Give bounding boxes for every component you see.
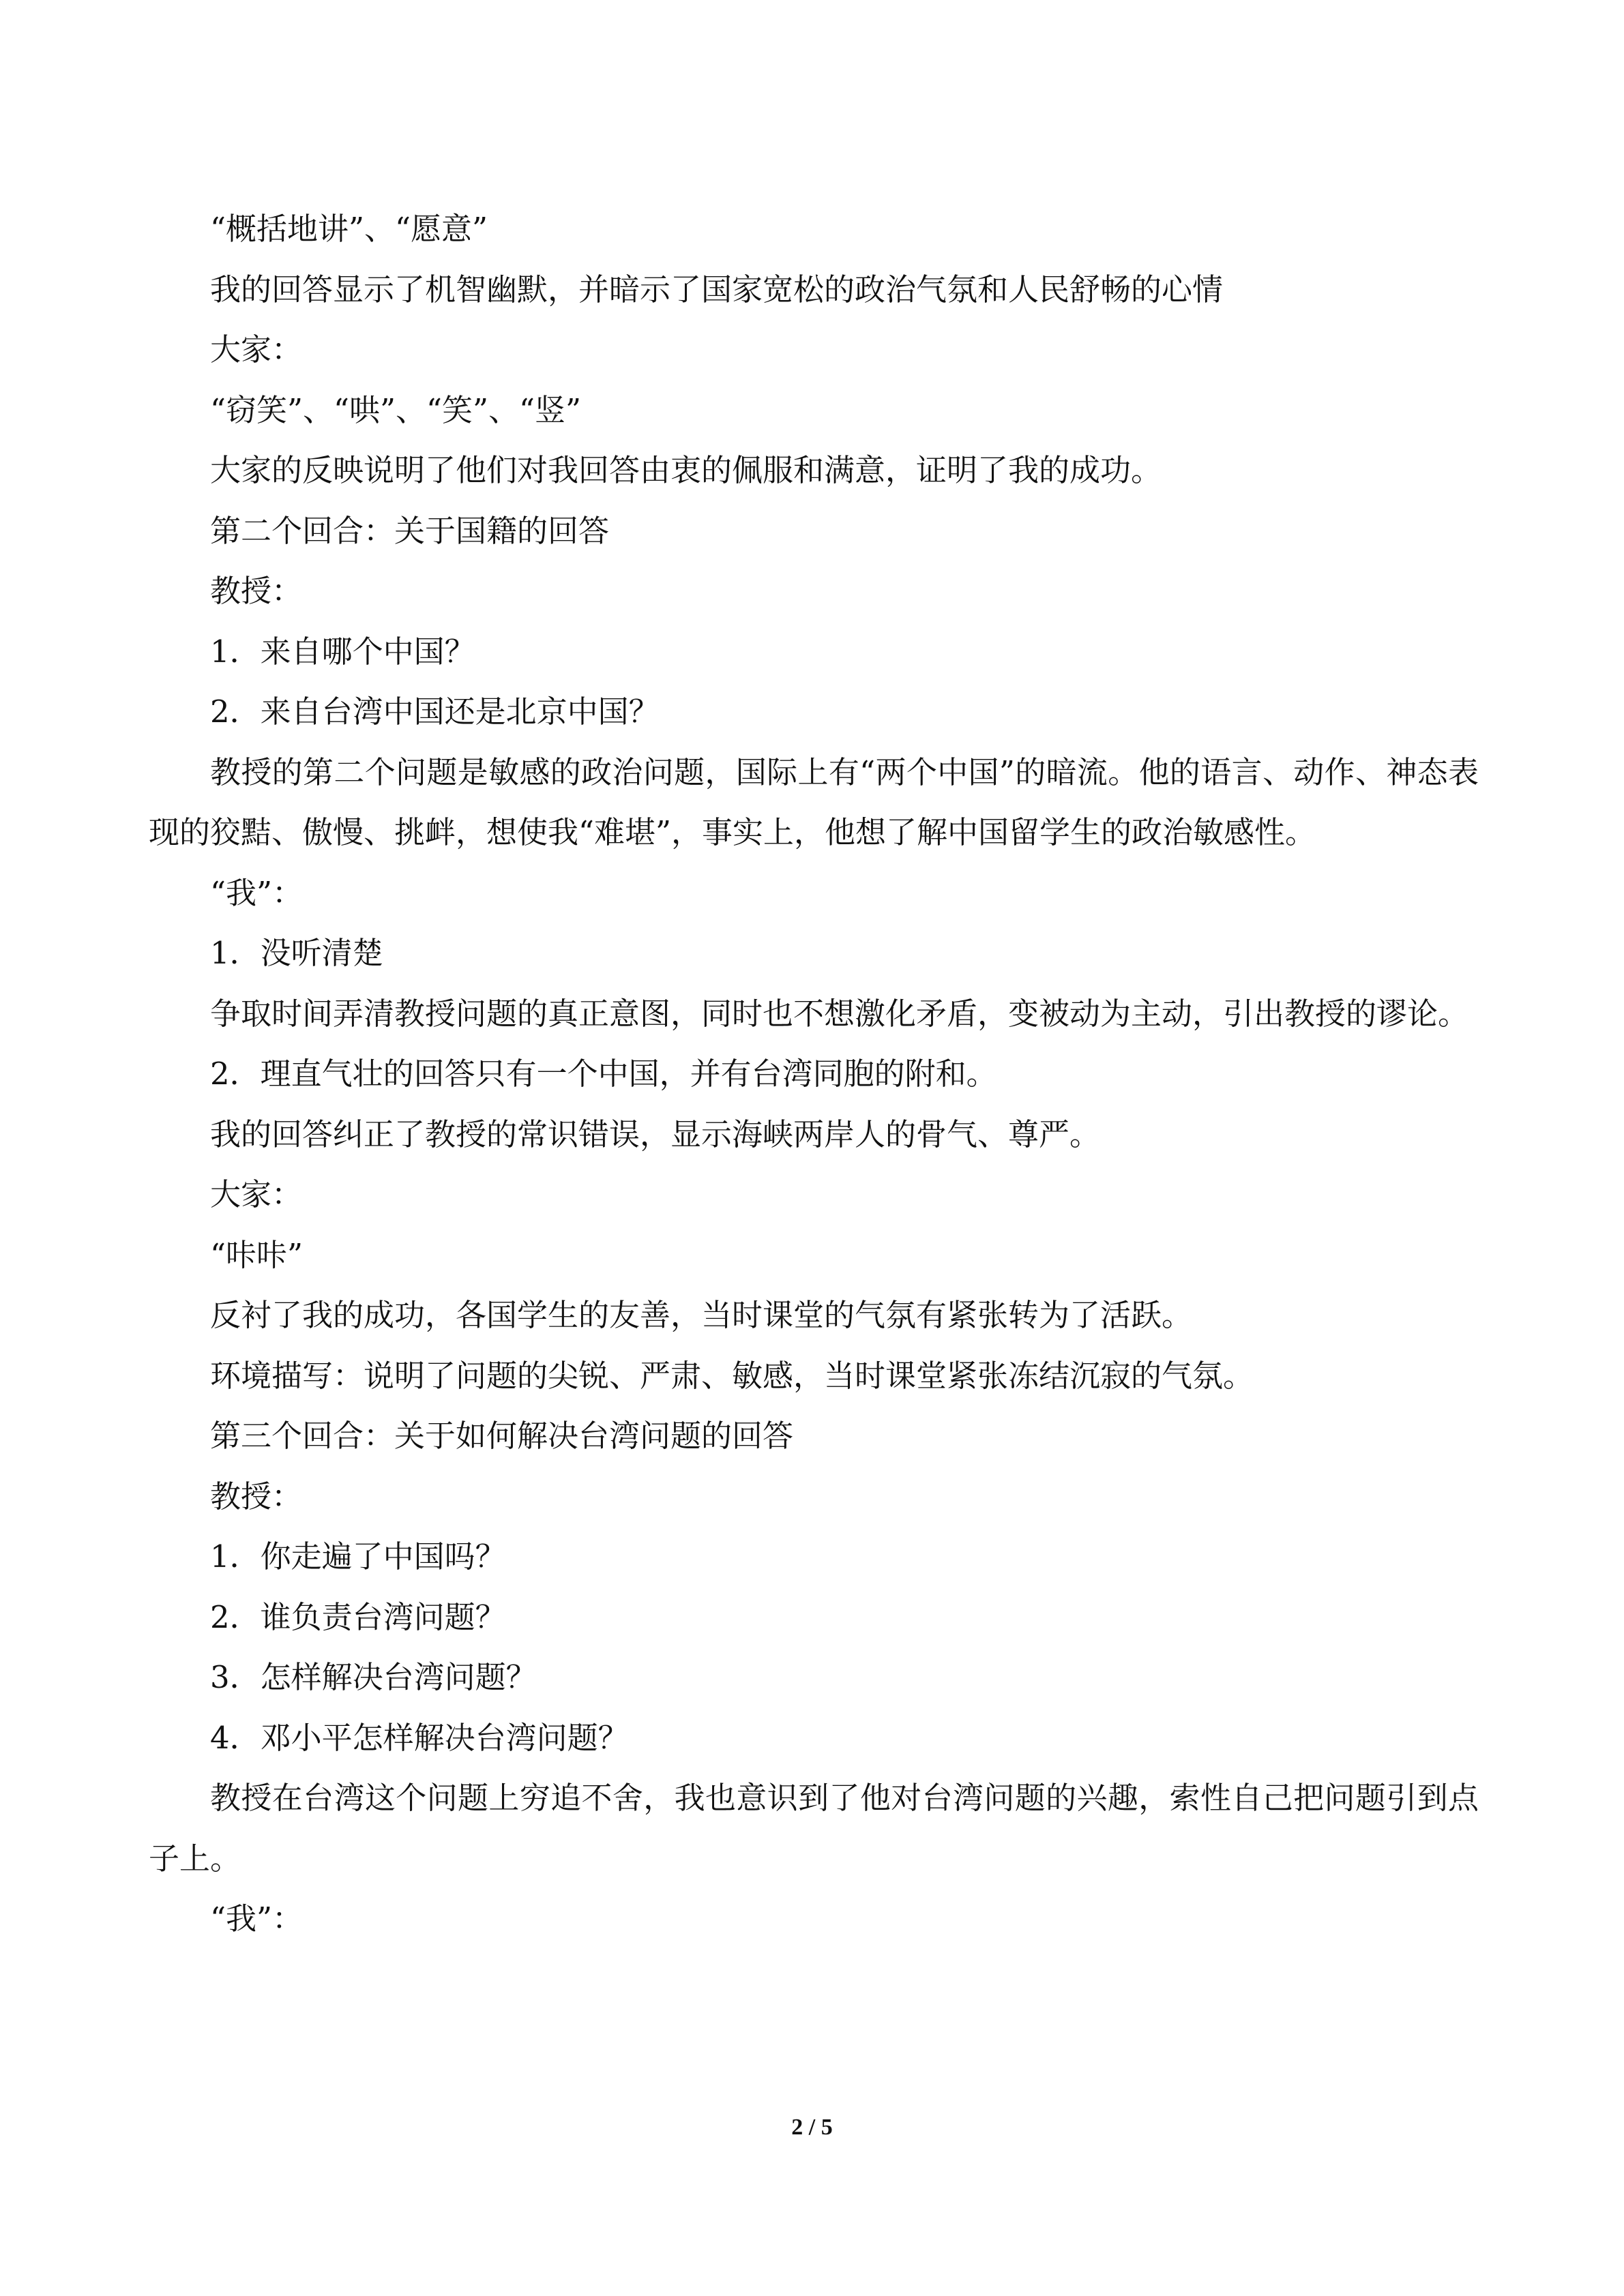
list-item: 4．邓小平怎样解决台湾问题？: [210, 1719, 629, 1756]
paragraph: 我的回答纠正了教授的常识错误，显示海峡两岸人的骨气、尊严。: [210, 1116, 1101, 1152]
paragraph: 争取时间弄清教授问题的真正意图，同时也不想激化矛盾，变被动为主动，引出教授的谬论。: [210, 995, 1469, 1032]
paragraph: “我”：: [210, 874, 304, 911]
paragraph: 反衬了我的成功，各国学生的友善，当时课堂的气氛有紧张转为了活跃。: [210, 1297, 1193, 1333]
list-item: 2．来自台湾中国还是北京中国？: [210, 694, 660, 730]
list-item: 1．来自哪个中国？: [210, 633, 475, 670]
paragraph: 教授在台湾这个问题上穷追不舍，我也意识到了他对台湾问题的兴趣，索性自己把问题引到点子上。: [149, 1780, 1479, 1877]
paragraph: 我的回答显示了机智幽默，并暗示了国家宽松的政治气氛和人民舒畅的心情: [210, 271, 1224, 308]
list-item: 3．怎样解决台湾问题？: [210, 1659, 537, 1695]
list-item: 2．理直气壮的回答只有一个中国，并有台湾同胞的附和。: [210, 1056, 997, 1092]
paragraph: 环境描写：说明了问题的尖锐、严肃、敏感，当时课堂紧张冻结沉寂的气氛。: [210, 1357, 1254, 1394]
paragraph: “咔咔”: [210, 1236, 304, 1273]
paragraph: “我”：: [210, 1900, 304, 1937]
document-body: [149, 199, 1479, 1950]
paragraph: “窃笑”、“哄”、“笑”、“竖”: [210, 391, 582, 428]
paragraph: “概括地讲”、“愿意”: [210, 211, 488, 247]
list-item: 2．谁负责台湾问题？: [210, 1598, 506, 1635]
section-heading: 第三个回合：关于如何解决台湾问题的回答: [210, 1418, 794, 1454]
section-heading: 第二个回合：关于国籍的回答: [210, 512, 610, 549]
paragraph: 大家：: [210, 1176, 303, 1212]
list-item: 1．你走遍了中国吗？: [210, 1538, 506, 1575]
list-item: 1．没听清楚: [210, 935, 383, 971]
page-number: 2 / 5: [791, 2115, 833, 2140]
paragraph: 大家：: [210, 331, 303, 368]
paragraph: 教授的第二个问题是敏感的政治问题，国际上有“两个中国”的暗流。他的语言、动作、神态表现的狡黠、傲慢、挑衅，想使我“难堪”，事实上，他想了解中国留学生的政治敏感性。: [149, 754, 1479, 850]
paragraph: 教授：: [210, 573, 303, 609]
paragraph: 教授：: [210, 1478, 303, 1515]
paragraph: 大家的反映说明了他们对我回答由衷的佩服和满意，证明了我的成功。: [210, 452, 1162, 488]
